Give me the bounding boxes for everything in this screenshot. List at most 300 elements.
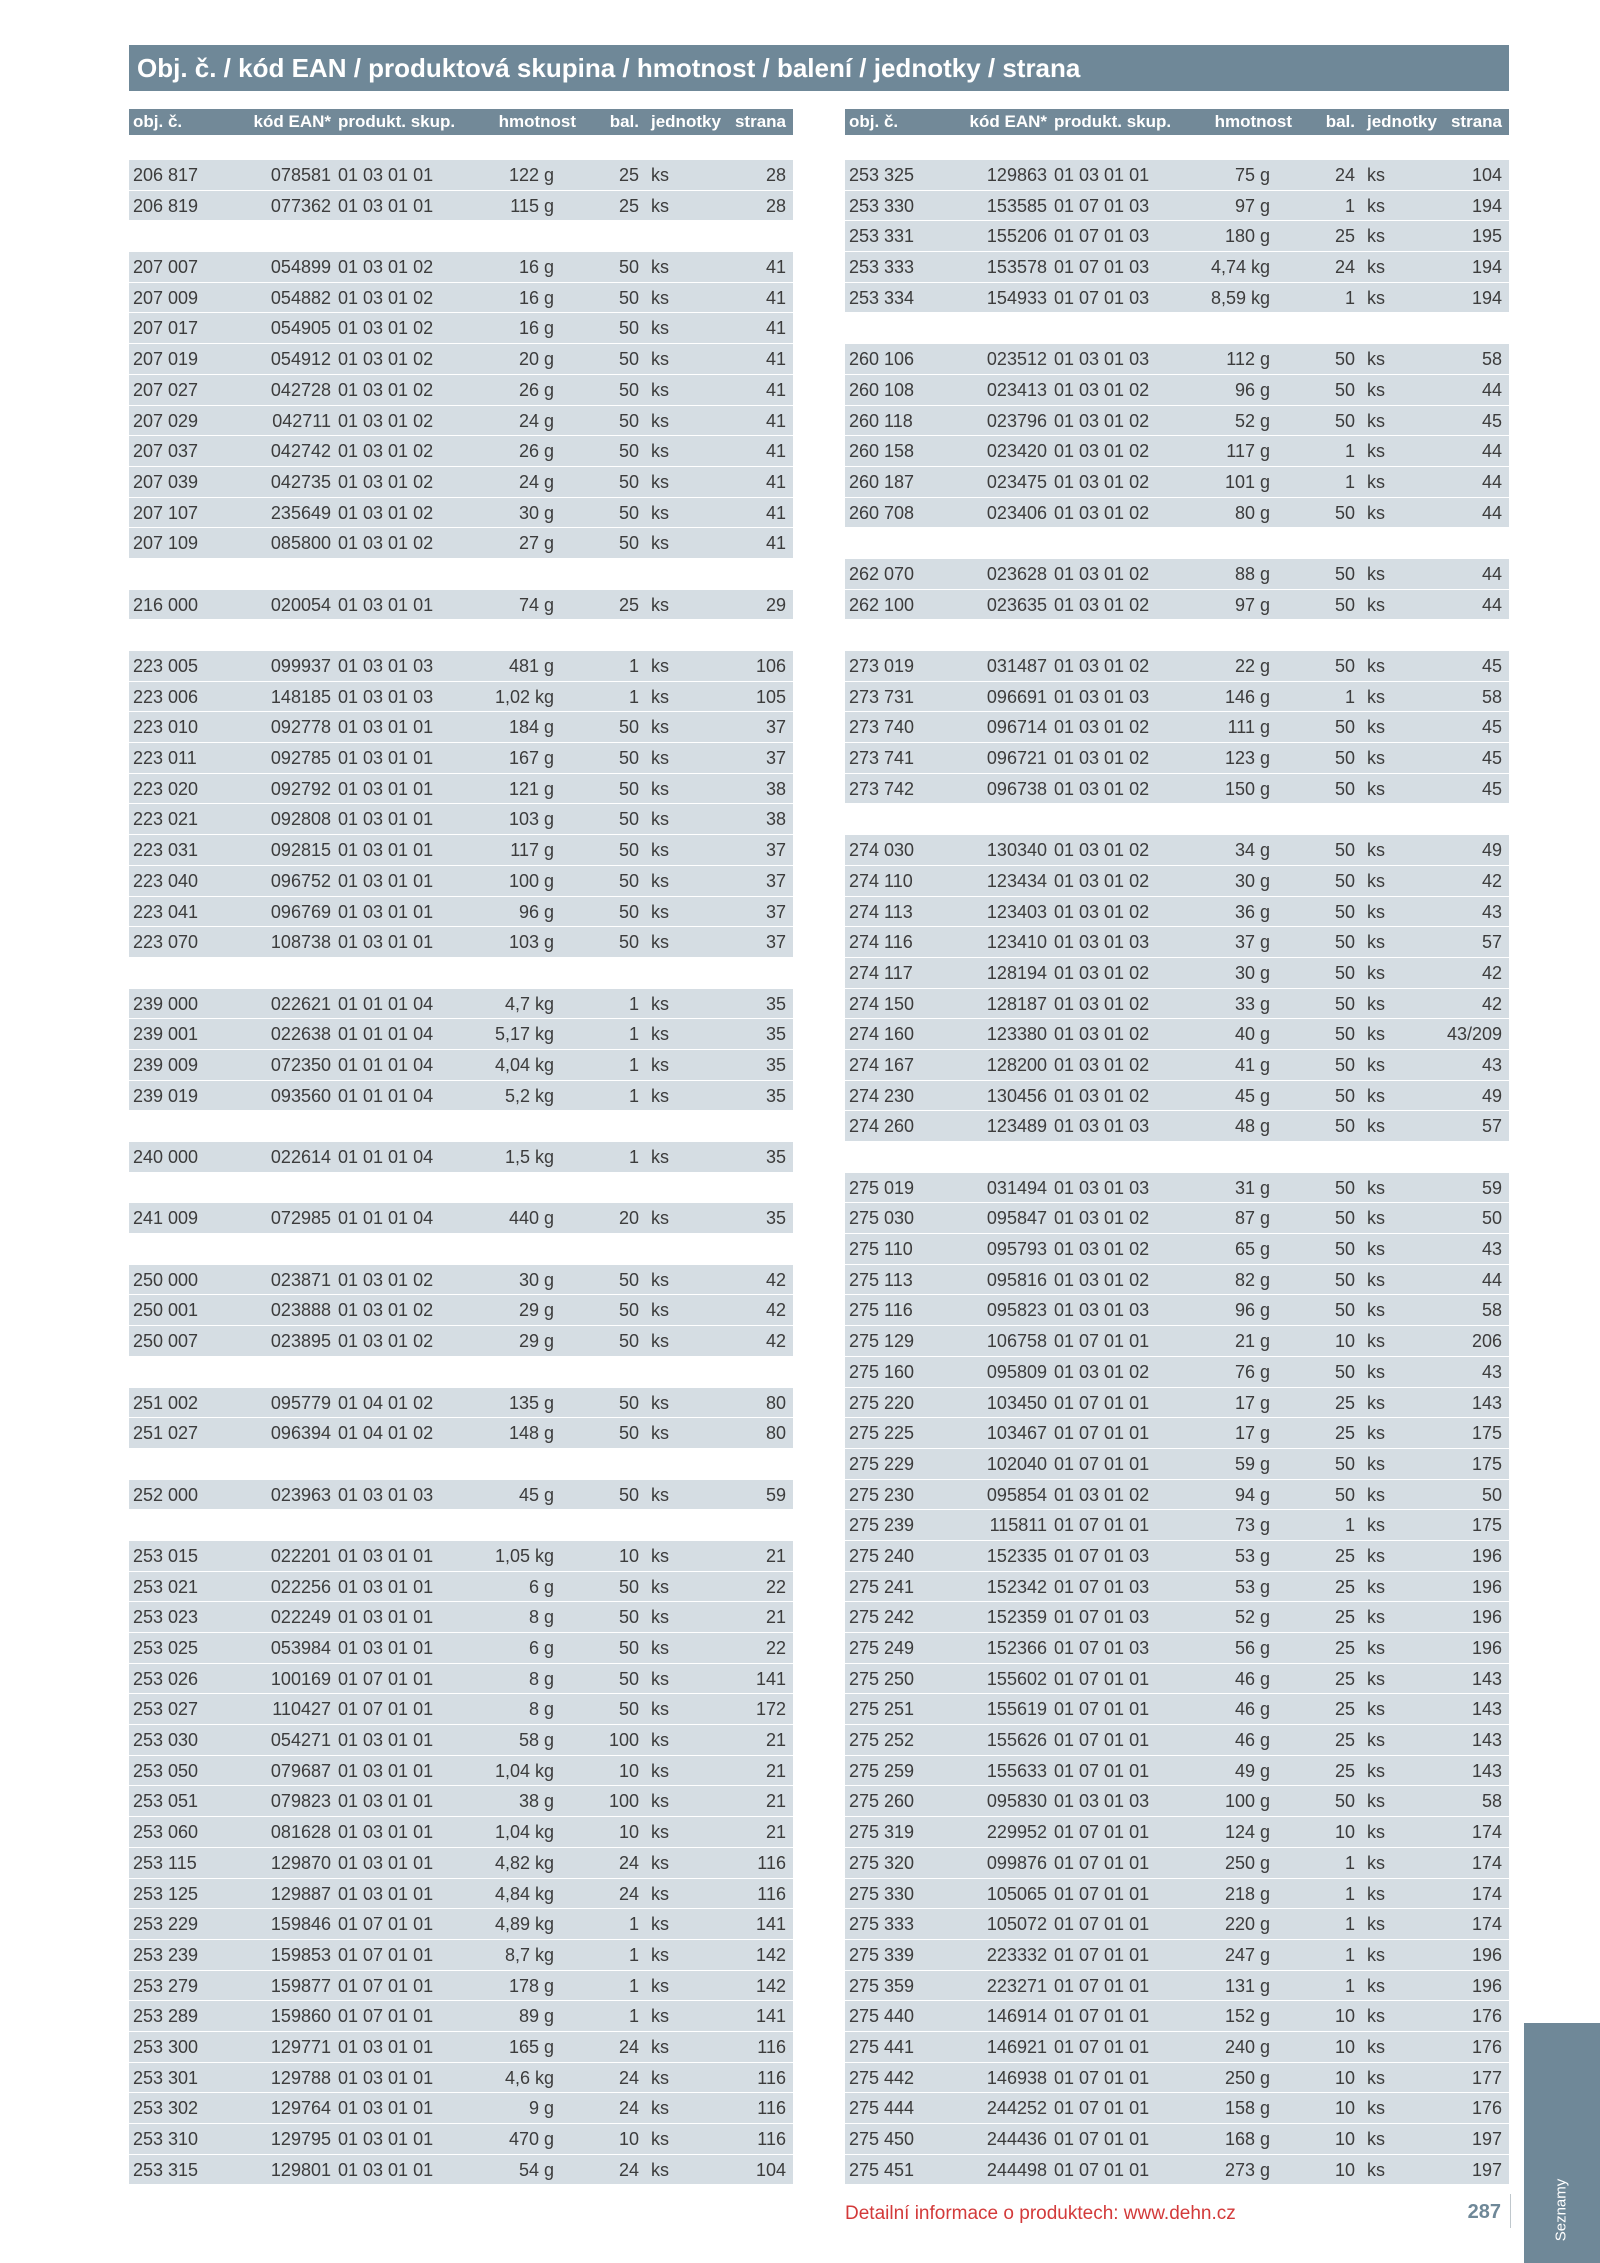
page-cell: 42 bbox=[765, 1331, 786, 1352]
unit-cell: ks bbox=[1367, 471, 1385, 492]
weight-cell: 146 g bbox=[1224, 686, 1270, 707]
unit-cell: ks bbox=[1367, 1331, 1385, 1352]
page-cell: 35 bbox=[765, 1054, 786, 1075]
unit-cell: ks bbox=[651, 441, 669, 462]
order-number-cell: 275 230 bbox=[849, 1484, 915, 1505]
product-group-cell: 01 03 01 03 bbox=[338, 686, 434, 707]
page-cell: 176 bbox=[1471, 2006, 1502, 2027]
weight-cell: 470 g bbox=[508, 2129, 554, 2149]
weight-cell: 46 g bbox=[1234, 1730, 1270, 1751]
page-cell: 174 bbox=[1471, 1852, 1502, 1873]
ean-code-cell: 105065 bbox=[986, 1883, 1047, 1904]
table-row bbox=[129, 436, 793, 467]
page-cell: 45 bbox=[1481, 656, 1502, 676]
ean-code-cell: 023512 bbox=[986, 349, 1047, 370]
product-group-cell: 01 07 01 01 bbox=[338, 2006, 434, 2027]
page-cell: 44 bbox=[1481, 563, 1502, 584]
product-group-cell: 01 07 01 01 bbox=[1054, 2098, 1150, 2119]
unit-cell: ks bbox=[651, 1914, 669, 1935]
product-group-cell: 01 07 01 01 bbox=[1054, 1423, 1150, 1444]
table-row bbox=[129, 927, 793, 958]
product-group-cell: 01 07 01 01 bbox=[1054, 1822, 1150, 1843]
package-cell: 1 bbox=[1344, 195, 1355, 216]
header-ean-code: kód EAN* bbox=[969, 112, 1047, 131]
page-cell: 197 bbox=[1471, 2159, 1502, 2180]
unit-cell: ks bbox=[1367, 1668, 1385, 1689]
unit-cell: ks bbox=[1367, 1822, 1385, 1843]
product-group-cell: 01 03 01 01 bbox=[338, 809, 434, 830]
page-cell: 22 bbox=[765, 1576, 786, 1597]
weight-cell: 247 g bbox=[1224, 1944, 1270, 1965]
ean-code-cell: 129870 bbox=[270, 1852, 331, 1873]
weight-cell: 8,59 kg bbox=[1210, 287, 1270, 308]
table-row bbox=[845, 406, 1509, 437]
table-row bbox=[845, 1602, 1509, 1633]
ean-code-cell: 054882 bbox=[270, 287, 331, 308]
ean-code-cell: 155619 bbox=[986, 1699, 1047, 1720]
package-cell: 50 bbox=[618, 778, 639, 799]
table-row bbox=[845, 1510, 1509, 1541]
table-row bbox=[845, 590, 1509, 621]
table-row bbox=[129, 804, 793, 835]
table-row bbox=[129, 774, 793, 805]
unit-cell: ks bbox=[1367, 870, 1385, 891]
order-number-cell: 253 015 bbox=[133, 1545, 199, 1566]
unit-cell: ks bbox=[1367, 778, 1385, 799]
table-row bbox=[129, 283, 793, 314]
package-cell: 50 bbox=[618, 502, 639, 523]
group-spacer bbox=[129, 620, 793, 651]
package-cell: 50 bbox=[1334, 410, 1355, 431]
unit-cell: ks bbox=[1367, 1208, 1385, 1229]
table-row bbox=[129, 1756, 793, 1787]
page-cell: 196 bbox=[1471, 1545, 1502, 1566]
weight-cell: 20 g bbox=[518, 349, 554, 370]
order-number-cell: 275 249 bbox=[849, 1638, 915, 1658]
page-cell: 196 bbox=[1471, 1944, 1502, 1965]
unit-cell: ks bbox=[651, 257, 669, 278]
unit-cell: ks bbox=[651, 1607, 669, 1628]
order-number-cell: 251 027 bbox=[133, 1423, 199, 1444]
package-cell: 10 bbox=[1334, 1822, 1355, 1843]
package-cell: 25 bbox=[1334, 1392, 1355, 1413]
weight-cell: 54 g bbox=[518, 2159, 554, 2180]
weight-cell: 33 g bbox=[1234, 993, 1270, 1014]
package-cell: 1 bbox=[628, 1147, 639, 1167]
unit-cell: ks bbox=[1367, 1699, 1385, 1720]
product-group-cell: 01 07 01 01 bbox=[1054, 2067, 1150, 2088]
order-number-cell: 207 027 bbox=[133, 379, 199, 400]
product-group-cell: 01 03 01 02 bbox=[1054, 1085, 1150, 1106]
order-number-cell: 275 259 bbox=[849, 1760, 915, 1781]
order-number-cell: 275 030 bbox=[849, 1208, 915, 1229]
ean-code-cell: 022621 bbox=[270, 993, 331, 1014]
order-number-cell: 253 125 bbox=[133, 1883, 199, 1904]
product-group-cell: 01 03 01 02 bbox=[1054, 471, 1150, 492]
table-row bbox=[129, 1142, 793, 1173]
package-cell: 50 bbox=[618, 748, 639, 769]
page-cell: 43 bbox=[1481, 901, 1502, 922]
ean-code-cell: 095830 bbox=[986, 1791, 1047, 1812]
table-row bbox=[129, 1817, 793, 1848]
product-group-cell: 01 03 01 02 bbox=[1054, 563, 1150, 584]
order-number-cell: 275 251 bbox=[849, 1699, 915, 1720]
weight-cell: 123 g bbox=[1224, 748, 1270, 769]
weight-cell: 481 g bbox=[508, 656, 554, 676]
weight-cell: 96 g bbox=[1234, 379, 1270, 400]
header-page: strana bbox=[1450, 112, 1502, 131]
weight-cell: 75 g bbox=[1234, 165, 1270, 185]
weight-cell: 58 g bbox=[518, 1730, 554, 1751]
order-number-cell: 275 320 bbox=[849, 1852, 915, 1873]
package-cell: 50 bbox=[1334, 1177, 1355, 1198]
weight-cell: 24 g bbox=[518, 410, 554, 431]
ean-code-cell: 031487 bbox=[986, 656, 1047, 676]
unit-cell: ks bbox=[1367, 226, 1385, 247]
product-group-cell: 01 07 01 03 bbox=[1054, 257, 1150, 278]
table-row bbox=[129, 1203, 793, 1234]
product-group-cell: 01 01 01 04 bbox=[338, 1208, 434, 1229]
ean-code-cell: 081628 bbox=[270, 1822, 331, 1843]
ean-code-cell: 128194 bbox=[986, 962, 1047, 983]
page-cell: 44 bbox=[1481, 471, 1502, 492]
table-row bbox=[845, 1909, 1509, 1940]
weight-cell: 59 g bbox=[1234, 1453, 1270, 1474]
package-cell: 50 bbox=[618, 379, 639, 400]
product-group-cell: 01 01 01 04 bbox=[338, 1085, 434, 1106]
order-number-cell: 275 450 bbox=[849, 2129, 915, 2149]
table-row bbox=[845, 2155, 1509, 2186]
unit-cell: ks bbox=[651, 840, 669, 861]
unit-cell: ks bbox=[1367, 993, 1385, 1014]
package-cell: 10 bbox=[1334, 2098, 1355, 2119]
package-cell: 10 bbox=[1334, 2067, 1355, 2088]
package-cell: 50 bbox=[1334, 1361, 1355, 1382]
unit-cell: ks bbox=[651, 656, 669, 676]
unit-cell: ks bbox=[1367, 901, 1385, 922]
order-number-cell: 223 040 bbox=[133, 870, 199, 891]
package-cell: 1 bbox=[1344, 1975, 1355, 1996]
weight-cell: 41 g bbox=[1234, 1054, 1270, 1075]
group-spacer bbox=[845, 804, 1509, 835]
ean-code-cell: 129887 bbox=[270, 1883, 331, 1904]
product-group-cell: 01 03 01 02 bbox=[1054, 1208, 1150, 1229]
page-cell: 21 bbox=[765, 1760, 786, 1781]
page-cell: 175 bbox=[1471, 1515, 1502, 1536]
unit-cell: ks bbox=[1367, 2098, 1385, 2119]
page-cell: 104 bbox=[1471, 165, 1502, 185]
footer-website-link[interactable]: Detailní informace o produktech: www.dehn.cz bbox=[845, 2203, 1236, 2224]
page-cell: 43 bbox=[1481, 1054, 1502, 1075]
package-cell: 25 bbox=[1334, 1668, 1355, 1689]
product-group-cell: 01 03 01 02 bbox=[1054, 840, 1150, 861]
package-cell: 24 bbox=[618, 2098, 639, 2119]
order-number-cell: 250 001 bbox=[133, 1300, 199, 1321]
page-cell: 116 bbox=[757, 2098, 786, 2119]
package-cell: 10 bbox=[618, 2129, 639, 2149]
order-number-cell: 207 039 bbox=[133, 471, 199, 492]
product-group-cell: 01 03 01 01 bbox=[338, 594, 434, 615]
order-number-cell: 223 031 bbox=[133, 840, 199, 861]
table-row bbox=[845, 436, 1509, 467]
table-row bbox=[845, 1019, 1509, 1050]
group-spacer bbox=[129, 1357, 793, 1388]
product-group-cell: 01 07 01 03 bbox=[1054, 1607, 1150, 1628]
ean-code-cell: 095779 bbox=[270, 1392, 331, 1413]
order-number-cell: 207 107 bbox=[133, 502, 199, 523]
weight-cell: 97 g bbox=[1234, 195, 1270, 216]
unit-cell: ks bbox=[651, 1944, 669, 1965]
table-row bbox=[845, 835, 1509, 866]
unit-cell: ks bbox=[1367, 1269, 1385, 1290]
weight-cell: 96 g bbox=[1234, 1300, 1270, 1321]
package-cell: 1 bbox=[1344, 1852, 1355, 1873]
weight-cell: 8,7 kg bbox=[504, 1944, 554, 1965]
table-row bbox=[129, 866, 793, 897]
product-group-cell: 01 03 01 02 bbox=[1054, 1239, 1150, 1260]
product-group-cell: 01 07 01 01 bbox=[1054, 1730, 1150, 1751]
ean-code-cell: 106758 bbox=[986, 1331, 1047, 1352]
table-row bbox=[129, 590, 793, 621]
group-spacer bbox=[845, 528, 1509, 559]
product-group-cell: 01 03 01 02 bbox=[1054, 1024, 1150, 1045]
package-cell: 50 bbox=[1334, 1024, 1355, 1045]
product-group-cell: 01 03 01 02 bbox=[338, 257, 434, 278]
weight-cell: 22 g bbox=[1234, 656, 1270, 676]
table-row bbox=[845, 375, 1509, 406]
table-row bbox=[845, 1633, 1509, 1664]
table-row bbox=[845, 1756, 1509, 1787]
ean-code-cell: 023420 bbox=[986, 441, 1047, 462]
order-number-cell: 253 027 bbox=[133, 1699, 199, 1720]
ean-code-cell: 153578 bbox=[986, 257, 1047, 278]
product-group-cell: 01 03 01 03 bbox=[1054, 1116, 1150, 1137]
order-number-cell: 223 041 bbox=[133, 901, 199, 922]
product-table-left bbox=[129, 109, 793, 2185]
order-number-cell: 275 444 bbox=[849, 2098, 915, 2119]
order-number-cell: 253 050 bbox=[133, 1760, 199, 1781]
page-cell: 37 bbox=[765, 748, 786, 769]
table-row bbox=[845, 1326, 1509, 1357]
order-number-cell: 207 037 bbox=[133, 441, 199, 462]
page-cell: 37 bbox=[765, 901, 786, 922]
page-cell: 37 bbox=[765, 870, 786, 891]
order-number-cell: 275 260 bbox=[849, 1791, 915, 1812]
package-cell: 10 bbox=[1334, 2006, 1355, 2027]
ean-code-cell: 103450 bbox=[986, 1392, 1047, 1413]
weight-cell: 184 g bbox=[508, 717, 554, 738]
ean-code-cell: 146914 bbox=[986, 2006, 1047, 2027]
order-number-cell: 275 019 bbox=[849, 1177, 915, 1198]
weight-cell: 250 g bbox=[1224, 2067, 1270, 2088]
order-number-cell: 275 160 bbox=[849, 1361, 915, 1382]
product-group-cell: 01 03 01 03 bbox=[1054, 349, 1150, 370]
weight-cell: 101 g bbox=[1224, 471, 1270, 492]
section-side-tab-label: Seznamy bbox=[1552, 2178, 1570, 2242]
unit-cell: ks bbox=[651, 1730, 669, 1751]
group-spacer bbox=[129, 221, 793, 252]
package-cell: 50 bbox=[1334, 1085, 1355, 1106]
unit-cell: ks bbox=[651, 502, 669, 523]
order-number-cell: 275 319 bbox=[849, 1822, 915, 1843]
table-row bbox=[129, 1664, 793, 1695]
unit-cell: ks bbox=[651, 2067, 669, 2088]
ean-code-cell: 100169 bbox=[270, 1668, 331, 1689]
order-number-cell: 223 005 bbox=[133, 656, 199, 676]
package-cell: 50 bbox=[1334, 1239, 1355, 1260]
product-group-cell: 01 07 01 01 bbox=[338, 1668, 434, 1689]
unit-cell: ks bbox=[651, 1822, 669, 1843]
product-group-cell: 01 03 01 01 bbox=[338, 1576, 434, 1597]
package-cell: 10 bbox=[618, 1760, 639, 1781]
unit-cell: ks bbox=[1367, 1760, 1385, 1781]
page-cell: 42 bbox=[1481, 962, 1502, 983]
package-cell: 50 bbox=[618, 870, 639, 891]
ean-code-cell: 130340 bbox=[986, 840, 1047, 861]
page-cell: 42 bbox=[765, 1269, 786, 1290]
page-cell: 43 bbox=[1481, 1361, 1502, 1382]
product-group-cell: 01 03 01 01 bbox=[338, 1545, 434, 1566]
package-cell: 50 bbox=[1334, 1269, 1355, 1290]
table-row bbox=[129, 2063, 793, 2094]
group-spacer bbox=[129, 1234, 793, 1265]
product-group-cell: 01 07 01 01 bbox=[1054, 2036, 1150, 2057]
product-group-cell: 01 07 01 01 bbox=[1054, 1975, 1150, 1996]
package-cell: 50 bbox=[1334, 993, 1355, 1014]
table-row bbox=[129, 344, 793, 375]
page-cell: 194 bbox=[1471, 287, 1502, 308]
page-cell: 29 bbox=[765, 594, 786, 615]
order-number-cell: 253 229 bbox=[133, 1914, 199, 1935]
weight-cell: 440 g bbox=[508, 1208, 554, 1229]
page-cell: 194 bbox=[1471, 257, 1502, 278]
ean-code-cell: 115811 bbox=[989, 1515, 1047, 1536]
weight-cell: 111 g bbox=[1227, 717, 1270, 738]
page-cell: 195 bbox=[1471, 226, 1502, 247]
page-cell: 143 bbox=[1471, 1760, 1502, 1781]
table-row bbox=[845, 1418, 1509, 1449]
product-group-cell: 01 03 01 02 bbox=[1054, 1484, 1150, 1505]
product-group-cell: 01 03 01 02 bbox=[338, 441, 434, 462]
ean-code-cell: 123410 bbox=[986, 932, 1047, 953]
page-cell: 104 bbox=[755, 2159, 786, 2180]
table-row bbox=[845, 1541, 1509, 1572]
package-cell: 25 bbox=[1334, 1760, 1355, 1781]
order-number-cell: 253 239 bbox=[133, 1944, 199, 1965]
page-title: Obj. č. / kód EAN / produktová skupina / hmotnost / balení / jednotky / strana bbox=[129, 45, 1509, 91]
product-group-cell: 01 04 01 02 bbox=[338, 1392, 434, 1413]
product-group-cell: 01 07 01 01 bbox=[1054, 1760, 1150, 1781]
page-cell: 143 bbox=[1471, 1699, 1502, 1720]
weight-cell: 8 g bbox=[528, 1607, 554, 1628]
page-cell: 35 bbox=[765, 1085, 786, 1106]
table-row bbox=[129, 743, 793, 774]
product-group-cell: 01 07 01 03 bbox=[1054, 226, 1150, 247]
weight-cell: 8 g bbox=[528, 1699, 554, 1720]
product-table-right bbox=[845, 109, 1509, 2185]
page-cell: 28 bbox=[765, 165, 786, 185]
weight-cell: 48 g bbox=[1234, 1116, 1270, 1137]
package-cell: 1 bbox=[1344, 1515, 1355, 1536]
product-group-cell: 01 03 01 03 bbox=[1054, 1791, 1150, 1812]
package-cell: 50 bbox=[1334, 1116, 1355, 1137]
product-group-cell: 01 07 01 01 bbox=[338, 1699, 434, 1720]
weight-cell: 17 g bbox=[1234, 1423, 1270, 1444]
weight-cell: 5,17 kg bbox=[494, 1024, 554, 1045]
ean-code-cell: 096394 bbox=[270, 1423, 331, 1444]
ean-code-cell: 092815 bbox=[270, 840, 331, 861]
product-group-cell: 01 03 01 02 bbox=[1054, 441, 1150, 462]
order-number-cell: 223 021 bbox=[133, 809, 199, 830]
weight-cell: 103 g bbox=[508, 932, 554, 953]
ean-code-cell: 152335 bbox=[986, 1545, 1047, 1566]
product-group-cell: 01 03 01 01 bbox=[338, 2129, 434, 2149]
ean-code-cell: 103467 bbox=[986, 1423, 1047, 1444]
table-row bbox=[845, 1050, 1509, 1081]
package-cell: 50 bbox=[1334, 962, 1355, 983]
unit-cell: ks bbox=[1367, 962, 1385, 983]
unit-cell: ks bbox=[651, 2006, 669, 2027]
ean-code-cell: 155633 bbox=[986, 1760, 1047, 1781]
package-cell: 50 bbox=[618, 471, 639, 492]
order-number-cell: 274 260 bbox=[849, 1116, 915, 1137]
weight-cell: 21 g bbox=[1234, 1331, 1270, 1352]
order-number-cell: 223 006 bbox=[133, 686, 199, 707]
ean-code-cell: 159853 bbox=[270, 1944, 331, 1965]
product-group-cell: 01 03 01 03 bbox=[338, 656, 434, 676]
package-cell: 10 bbox=[1334, 2036, 1355, 2057]
product-group-cell: 01 07 01 03 bbox=[1054, 287, 1150, 308]
order-number-cell: 253 310 bbox=[133, 2129, 199, 2149]
product-group-cell: 01 03 01 02 bbox=[1054, 502, 1150, 523]
order-number-cell: 253 026 bbox=[133, 1668, 199, 1689]
unit-cell: ks bbox=[1367, 1914, 1385, 1935]
order-number-cell: 253 051 bbox=[133, 1791, 199, 1812]
order-number-cell: 260 187 bbox=[849, 471, 915, 492]
product-group-cell: 01 07 01 01 bbox=[1054, 1392, 1150, 1413]
unit-cell: ks bbox=[1367, 195, 1385, 216]
unit-cell: ks bbox=[1367, 1515, 1385, 1536]
package-cell: 50 bbox=[618, 349, 639, 370]
weight-cell: 165 g bbox=[508, 2036, 554, 2057]
product-group-cell: 01 03 01 01 bbox=[338, 1883, 434, 1904]
table-row bbox=[845, 498, 1509, 529]
weight-cell: 152 g bbox=[1224, 2006, 1270, 2027]
page-cell: 57 bbox=[1481, 1116, 1502, 1137]
table-row bbox=[845, 283, 1509, 314]
page-cell: 143 bbox=[1471, 1730, 1502, 1751]
product-group-cell: 01 07 01 01 bbox=[1054, 1515, 1150, 1536]
unit-cell: ks bbox=[1367, 1576, 1385, 1597]
product-group-cell: 01 03 01 02 bbox=[338, 471, 434, 492]
product-group-cell: 01 07 01 01 bbox=[338, 1975, 434, 1996]
order-number-cell: 207 017 bbox=[133, 318, 199, 339]
order-number-cell: 262 100 bbox=[849, 594, 915, 615]
package-cell: 10 bbox=[1334, 2159, 1355, 2180]
unit-cell: ks bbox=[651, 1852, 669, 1873]
page-cell: 21 bbox=[765, 1545, 786, 1566]
package-cell: 50 bbox=[1334, 932, 1355, 953]
unit-cell: ks bbox=[651, 1975, 669, 1996]
unit-cell: ks bbox=[651, 195, 669, 216]
table-row bbox=[129, 1971, 793, 2002]
page-cell: 141 bbox=[755, 1668, 786, 1689]
page-cell: 50 bbox=[1481, 1208, 1502, 1229]
weight-cell: 26 g bbox=[518, 379, 554, 400]
order-number-cell: 252 000 bbox=[133, 1484, 199, 1505]
product-group-cell: 01 03 01 02 bbox=[338, 410, 434, 431]
package-cell: 50 bbox=[618, 932, 639, 953]
